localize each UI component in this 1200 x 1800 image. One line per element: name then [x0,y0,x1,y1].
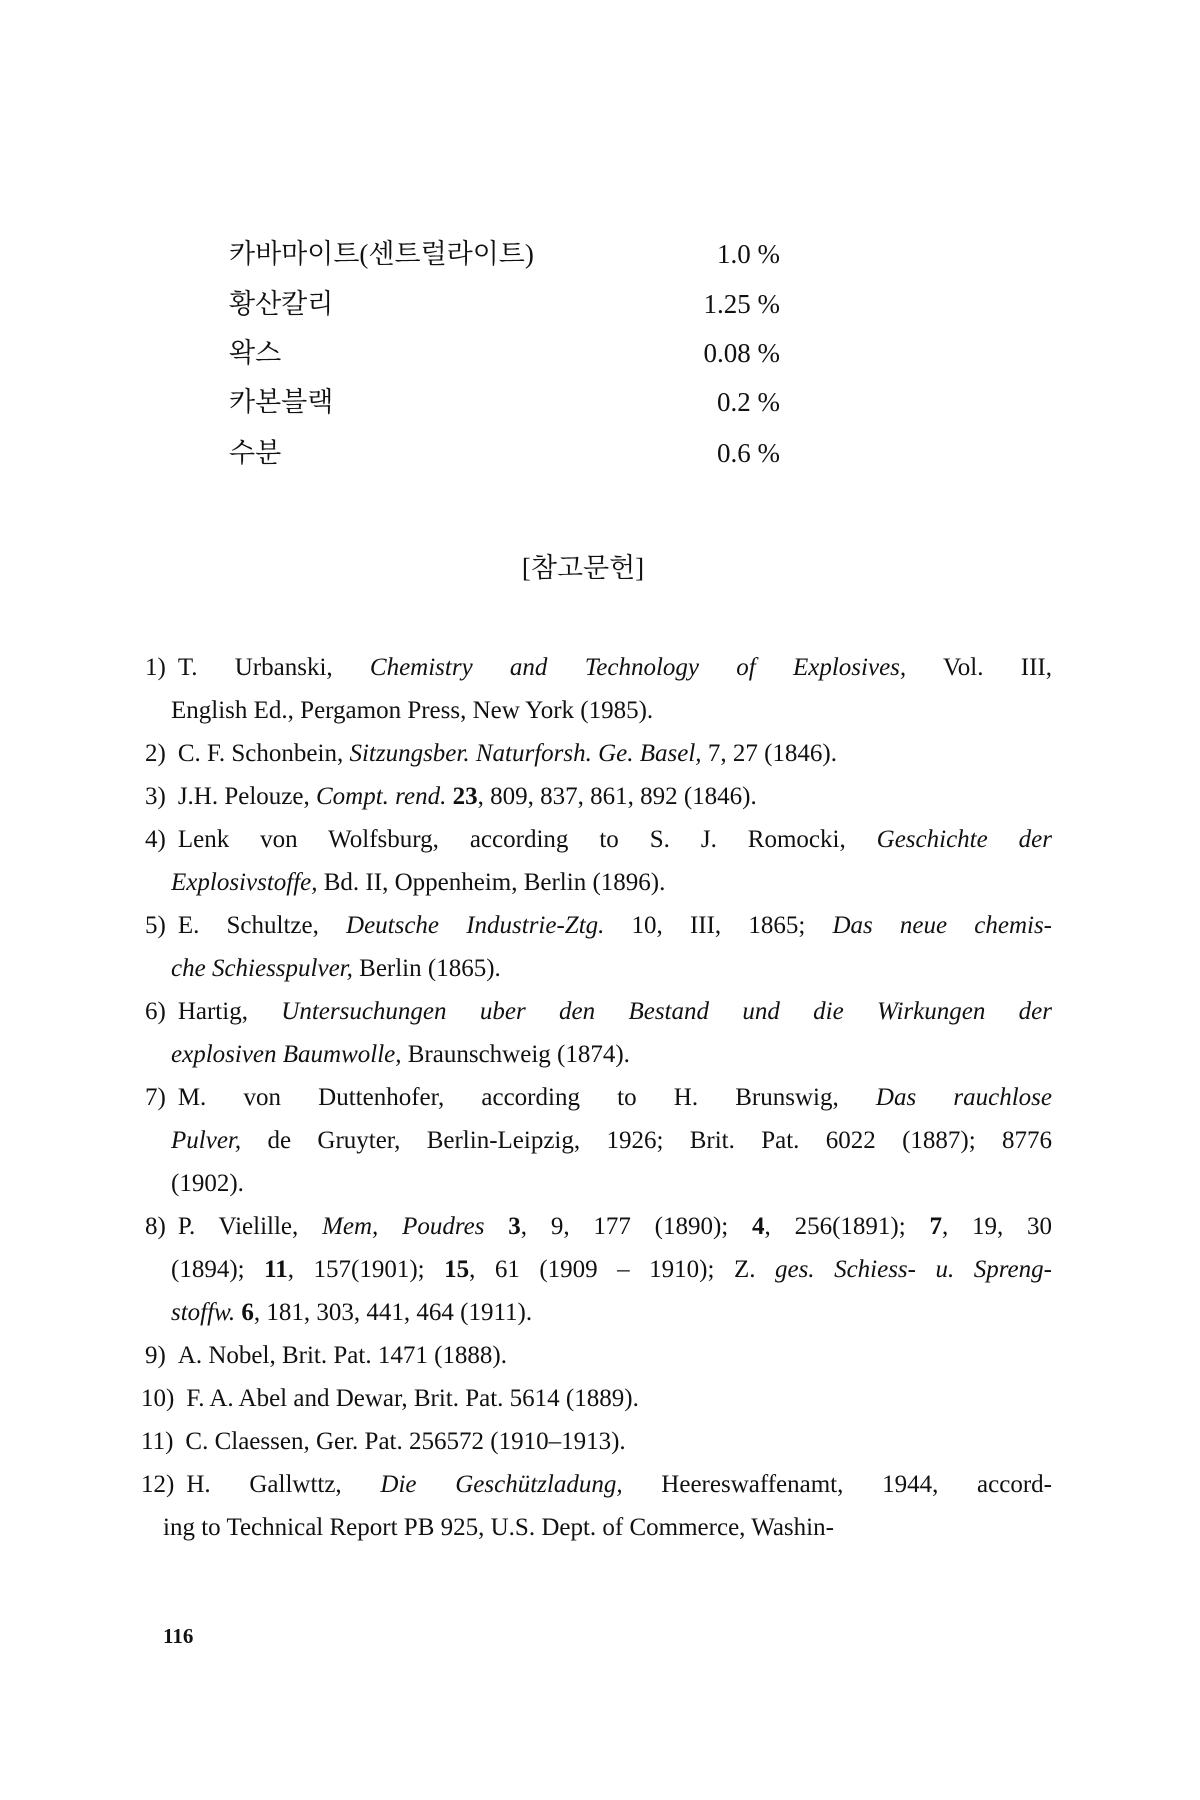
reference-segment: , 61 (1909 – 1910); Z. [469,1256,775,1283]
reference-line [145,732,1052,775]
reference-line [145,1076,1052,1119]
ingredient-name: 카본블랙 [229,387,334,417]
reference-segment: , 809, 837, 861, 892 (1846). [477,783,757,810]
reference-text [178,732,1052,775]
reference-segment: , 157(1901); [287,1256,445,1283]
reference-line [145,904,1052,947]
reference-text [171,947,1052,990]
reference-line [145,1334,1052,1377]
bold-volume: 6 [241,1299,254,1326]
bold-volume: 11 [264,1256,288,1283]
reference-segment: , 19, 30 [941,1213,1052,1240]
reference-number: 3) [145,783,166,810]
reference-line [171,689,1052,732]
reference-text [186,1463,1052,1506]
reference-line [141,1463,1052,1506]
composition-row [229,234,780,274]
ingredient-percentage: 1.0 % [717,239,780,269]
bold-volume: 23 [452,783,478,810]
reference-text [171,1033,1052,1076]
reference-line [145,818,1052,861]
reference-text [163,1506,1052,1549]
ingredient-percentage: 0.6 % [717,438,780,468]
composition-row [229,382,780,422]
reference-text [171,1119,1052,1162]
reference-segment: , 181, 303, 441, 464 (1911). [253,1299,533,1326]
reference-number: 6) [145,998,166,1025]
italic-title: ges. Schiess- u. Spreng- [774,1256,1052,1283]
reference-segment: Vol. III, [906,654,1052,681]
bold-volume: 3 [508,1213,521,1240]
reference-number: 8) [145,1213,166,1240]
italic-title: Chemistry and Technology of Explosives, [369,654,907,681]
reference-segment: T. Urbanski, [177,654,370,681]
ingredient-name: 카바마이트(센트럴라이트) [229,239,534,269]
italic-title: Deutsche Industrie-Ztg. [346,912,605,939]
bold-volume: 15 [444,1256,470,1283]
ingredient-name: 황산칼리 [229,289,334,319]
reference-segment: A. Nobel, Brit. Pat. 1471 (1888). [177,1342,507,1369]
reference-segment: E. Schultze, [177,912,347,939]
reference-segment: P. Vielille, [177,1213,323,1240]
reference-text [171,861,1052,904]
reference-line [171,861,1052,904]
composition-row [229,433,780,473]
reference-line [145,775,1052,818]
reference-segment: ing to Technical Report PB 925, U.S. Dept. of Commerce, Washin- [163,1514,834,1541]
reference-segment: , 256(1891); [764,1213,930,1240]
reference-text [178,904,1052,947]
reference-segment: F. A. Abel and Dewar, Brit. Pat. 5614 (1889). [186,1385,639,1412]
reference-line [141,1377,1052,1420]
reference-line [141,1420,1052,1463]
reference-text [185,1420,1052,1463]
ingredient-name: 왁스 [229,338,282,368]
reference-text [178,1076,1052,1119]
reference-segment: Berlin (1865). [352,955,501,982]
reference-segment: English Ed., Pergamon Press, New York (1985). [171,697,654,724]
page-number: 116 [163,1624,194,1648]
reference-text [178,1205,1052,1248]
reference-segment: M. von Duttenhofer, according to H. Brunswig, [177,1084,876,1111]
reference-text [171,1291,1052,1334]
reference-line [145,646,1052,689]
reference-segment: (1902). [171,1170,244,1197]
reference-text [178,818,1052,861]
reference-segment: (1894); [171,1256,265,1283]
italic-title: Mem, Poudres [322,1213,485,1240]
reference-segment: Lenk von Wolfsburg, according to S. J. Romocki, [177,826,877,853]
italic-title: Geschichte der [876,826,1052,853]
bold-volume: 4 [752,1213,765,1240]
composition-row [229,284,780,324]
reference-text [171,1162,1052,1205]
reference-segment: C. Claessen, Ger. Pat. 256572 (1910–1913). [185,1428,626,1455]
ingredient-name: 수분 [229,438,282,468]
italic-title: che Schiesspulver, [171,955,353,982]
reference-text [178,990,1052,1033]
ingredient-percentage: 0.08 % [703,338,780,368]
reference-number: 12) [141,1471,175,1498]
italic-title: Sitzungsber. Naturforsh. Ge. Basel, [349,740,702,767]
italic-title: Das neue chemis- [832,912,1052,939]
reference-text [171,1248,1052,1291]
italic-title: explosiven Baumwolle, [171,1041,402,1068]
reference-line [145,990,1052,1033]
reference-segment: de Gruyter, Berlin-Leipzig, 1926; Brit. Pat. 6022 (1887); 8776 [241,1127,1052,1154]
italic-title: stoffw. [171,1299,236,1326]
ingredient-percentage: 0.2 % [717,387,780,417]
reference-segment: Heereswaffenamt, 1944, accord- [622,1471,1052,1498]
reference-text [171,689,1052,732]
reference-text [178,1334,1052,1377]
italic-title: Explosivstoffe, [171,869,318,896]
reference-number: 9) [145,1342,166,1369]
reference-segment: H. Gallwttz, [186,1471,381,1498]
reference-number: 11) [141,1428,174,1455]
italic-title: Untersuchungen uber den Bestand und die Wirkungen der [281,998,1052,1025]
reference-line [171,1291,1052,1334]
italic-title: Die Geschützladung, [380,1471,623,1498]
reference-segment: , 9, 177 (1890); [520,1213,753,1240]
bold-volume: 7 [929,1213,942,1240]
reference-segment: J.H. Pelouze, [177,783,316,810]
reference-segment: C. F. Schonbein, [177,740,350,767]
reference-number: 2) [145,740,166,767]
reference-segment: Bd. II, Oppenheim, Berlin (1896). [317,869,666,896]
reference-number: 10) [141,1385,175,1412]
reference-line [171,1248,1052,1291]
reference-text [178,646,1052,689]
ingredient-percentage: 1.25 % [703,289,780,319]
reference-segment: Hartig, [177,998,282,1025]
reference-number: 7) [145,1084,166,1111]
reference-text [186,1377,1052,1420]
reference-line [171,1119,1052,1162]
references-heading: [참고문헌] [521,553,645,583]
reference-line [171,947,1052,990]
reference-line [163,1506,1052,1549]
reference-number: 5) [145,912,166,939]
reference-line [171,1162,1052,1205]
reference-segment [484,1213,508,1240]
composition-row [229,333,780,373]
reference-segment: Braunschweig (1874). [401,1041,630,1068]
reference-line [171,1033,1052,1076]
reference-segment: 7, 27 (1846). [701,740,837,767]
reference-segment: 10, III, 1865; [604,912,833,939]
reference-line [145,1205,1052,1248]
reference-text [178,775,1052,818]
reference-number: 1) [145,654,166,681]
reference-number: 4) [145,826,166,853]
italic-title: Compt. rend. [316,783,447,810]
italic-title: Das rauchlose [875,1084,1052,1111]
italic-title: Pulver, [171,1127,242,1154]
